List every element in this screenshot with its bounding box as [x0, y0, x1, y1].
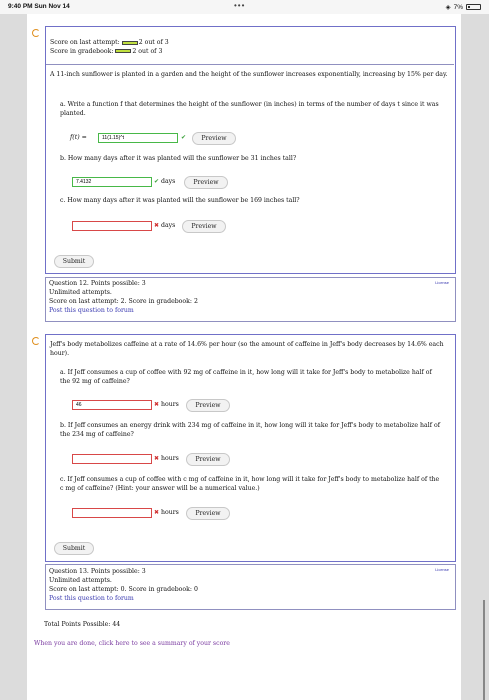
scroll-indicator[interactable]	[483, 600, 485, 700]
battery-icon	[466, 4, 481, 10]
unit-hours: hours	[161, 401, 179, 408]
score-last-value: 2 out of 3	[138, 39, 169, 46]
incorrect-x-icon: ✖	[154, 509, 160, 516]
submit-button[interactable]: Submit	[54, 542, 94, 555]
correct-check-icon: ✔	[181, 134, 187, 141]
score-gradebook-label: Score in gradebook:	[50, 47, 114, 55]
correct-check-icon: ✔	[154, 178, 160, 185]
question-stem: Jeff's body metabolizes caffeine at a rate of 14.6% per hour (so the amount of caffeine in Jeff's body decreases by 14.6% each hour).	[50, 341, 444, 357]
score-last-label: Score on last attempt:	[50, 39, 120, 46]
attempts-text: Unlimited attempts.	[49, 577, 112, 584]
question-13-info	[45, 564, 456, 610]
preview-button[interactable]: Preview	[182, 220, 226, 233]
page-content	[27, 14, 461, 700]
status-bar	[0, 0, 489, 14]
preview-button[interactable]: Preview	[184, 176, 228, 189]
total-points: Total Points Possible: 44	[44, 621, 121, 628]
part-b-text: b. How many days after it was planted will the sunflower be 31 inches tall?	[60, 155, 297, 162]
forum-link[interactable]: Post this question to forum	[49, 595, 134, 602]
refresh-icon[interactable]	[32, 29, 40, 37]
part-c-text: c. If Jeff consumes a cup of coffee with c mg of caffeine in it, how long will it take for Jeff's body to metabolize half of the c mg of caffeine? (Hint: your answer will be a numerical value.)	[60, 476, 440, 492]
part-b-text: b. If Jeff consumes an energy drink with 234 mg of caffeine in it, how long will it take for Jeff's body to metabolize half of the 234 mg of caffeine?	[60, 422, 440, 438]
points-possible: Question 12. Points possible: 3	[49, 280, 146, 287]
hours-input-a[interactable]: 46	[72, 400, 152, 410]
function-label: f(t) =	[70, 134, 87, 141]
preview-button[interactable]: Preview	[186, 399, 230, 412]
preview-button[interactable]: Preview	[186, 453, 230, 466]
points-possible: Question 13. Points possible: 3	[49, 568, 146, 575]
question-stem: A 11-inch sunflower is planted in a garden and the height of the sunflower increases exponentially, increasing by 15% per day.	[50, 71, 448, 78]
refresh-icon[interactable]	[32, 337, 40, 345]
preview-button[interactable]: Preview	[192, 132, 236, 145]
part-a-text: a. If Jeff consumes a cup of coffee with 92 mg of caffeine in it, how long will it take for Jeff's body to metabolize half of the 92 mg of caffeine?	[60, 369, 432, 385]
unit-hours: hours	[161, 509, 179, 516]
incorrect-x-icon: ✖	[154, 455, 160, 462]
wifi-icon: ◈	[445, 4, 451, 11]
summary-link[interactable]: When you are done, click here to see a summary of your score	[34, 640, 230, 647]
unit-days: days	[161, 178, 176, 185]
score-summary	[50, 39, 350, 56]
score-gradebook-value: 2 out of 3	[132, 47, 163, 55]
preview-button[interactable]: Preview	[186, 507, 230, 520]
question-12-box	[45, 334, 456, 562]
question-12-info	[45, 277, 456, 322]
status-indicators	[446, 3, 481, 11]
more-dots-icon[interactable]: •••	[234, 1, 246, 10]
hours-input-b[interactable]	[72, 454, 152, 464]
submit-button[interactable]: Submit	[54, 255, 94, 268]
unit-hours: hours	[161, 455, 179, 462]
score-text: Score on last attempt: 2. Score in gradebook: 2	[49, 298, 198, 305]
question-11-box	[45, 26, 456, 274]
incorrect-x-icon: ✖	[154, 222, 160, 229]
score-text: Score on last attempt: 0. Score in gradebook: 0	[49, 586, 198, 593]
hours-input-c[interactable]	[72, 508, 152, 518]
forum-link[interactable]: Post this question to forum	[49, 307, 134, 314]
battery-percent: 7%	[453, 3, 463, 11]
divider	[46, 64, 454, 65]
function-input[interactable]: 11(1.15)^t	[98, 133, 178, 143]
license-link[interactable]: License	[435, 567, 449, 572]
score-bar	[115, 49, 131, 53]
part-c-text: c. How many days after it was planted will the sunflower be 169 inches tall?	[60, 197, 300, 204]
attempts-text: Unlimited attempts.	[49, 289, 112, 296]
status-time: 9:40 PM Sun Nov 14	[8, 3, 70, 10]
incorrect-x-icon: ✖	[154, 401, 160, 408]
license-link[interactable]: License	[435, 280, 449, 285]
unit-days: days	[161, 222, 176, 229]
days-input-c[interactable]	[72, 221, 152, 231]
part-a-text: a. Write a function f that determines the height of the sunflower (in inches) in terms of the number of days t since it was planted.	[60, 101, 439, 117]
score-bar	[122, 41, 138, 45]
days-input-b[interactable]: 7.4132	[72, 177, 152, 187]
